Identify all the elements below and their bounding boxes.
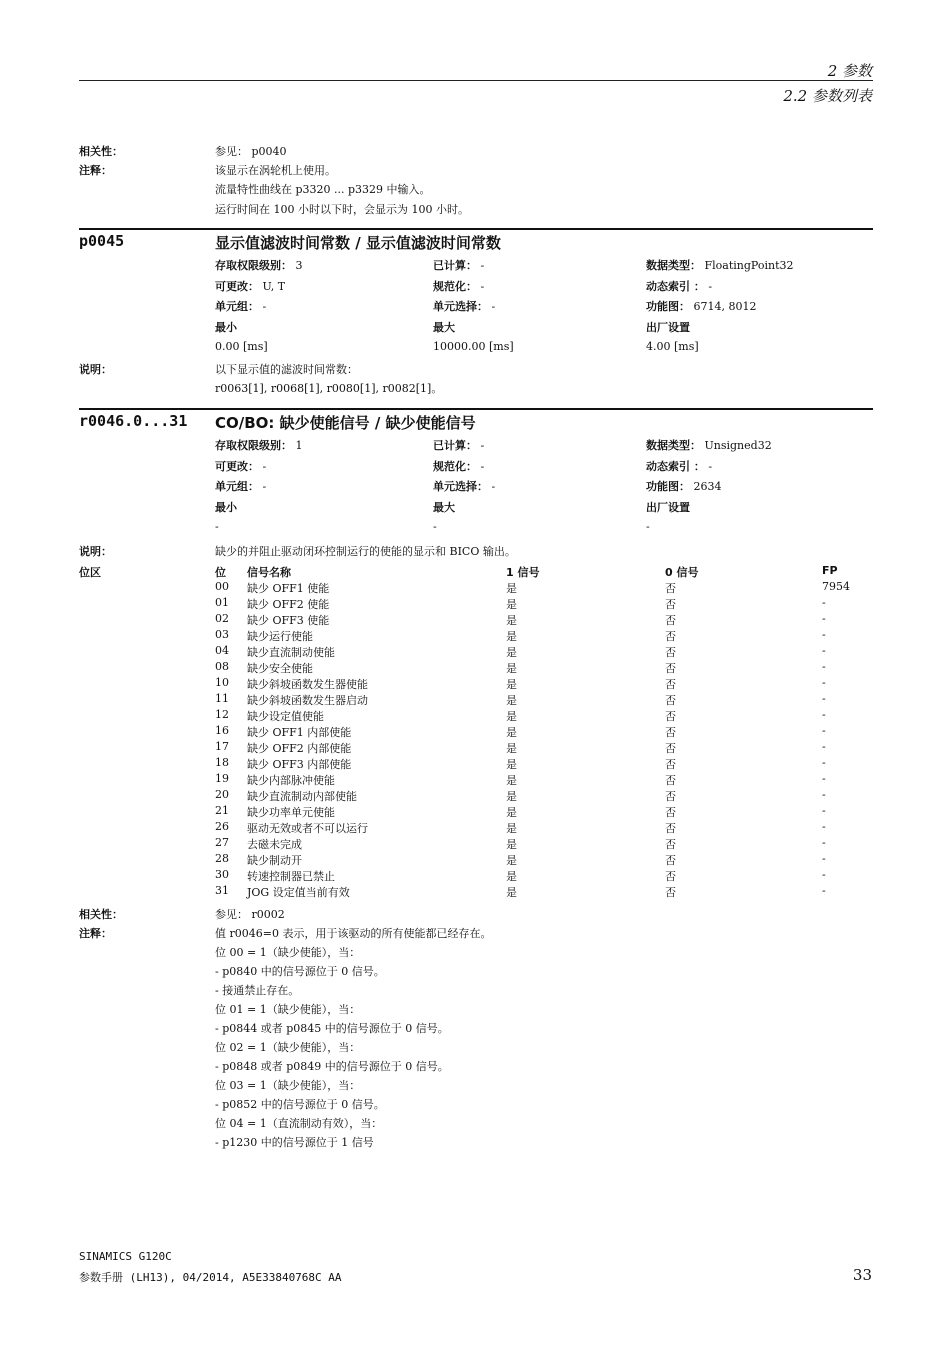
bit-row-bit-number: 18 bbox=[215, 756, 229, 769]
bit-row-bit-number: 11 bbox=[215, 692, 229, 705]
bit-row-bit-number: 03 bbox=[215, 628, 229, 641]
min-value: - bbox=[215, 520, 219, 533]
bit-row-signal-0: 否 bbox=[665, 726, 676, 739]
bit-row-bit-number: 28 bbox=[215, 852, 229, 865]
scaling: 规范化： - bbox=[433, 460, 485, 473]
factory-setting-value: 4.00 [ms] bbox=[646, 340, 699, 353]
bit-row-bit-number: 30 bbox=[215, 868, 229, 881]
bit-row-signal-0: 否 bbox=[665, 822, 676, 835]
bit-row-bit-number: 26 bbox=[215, 820, 229, 833]
description-label: 说明： bbox=[79, 545, 112, 558]
bit-row-signal-1: 是 bbox=[506, 774, 517, 787]
bit-row-signal-0: 否 bbox=[665, 582, 676, 595]
description-label: 说明： bbox=[79, 363, 112, 376]
note-line: - p0840 中的信号源位于 0 信号。 bbox=[215, 965, 385, 978]
bit-row-function-plan: - bbox=[822, 772, 826, 785]
bit-row-function-plan: - bbox=[822, 836, 826, 849]
bit-row-signal-0: 否 bbox=[665, 790, 676, 803]
min-label: 最小 bbox=[215, 321, 237, 334]
chapter-header: 2 参数 bbox=[827, 62, 872, 80]
bit-row-signal-name: 缺少 OFF3 内部使能 bbox=[247, 758, 352, 771]
max-value: 10000.00 [ms] bbox=[433, 340, 514, 353]
footer-manual: 参数手册 (LH13), 04/2014, A5E33840768C AA bbox=[79, 1271, 342, 1284]
bit-row-function-plan: 7954 bbox=[822, 580, 850, 593]
bit-row-function-plan: - bbox=[822, 724, 826, 737]
unit-selection: 单元选择： - bbox=[433, 300, 496, 313]
bit-row-function-plan: - bbox=[822, 852, 826, 865]
parameter-rule bbox=[79, 408, 873, 410]
note-line: 位 03 = 1（缺少使能），当： bbox=[215, 1079, 361, 1092]
note-line: - p0844 或者 p0845 中的信号源位于 0 信号。 bbox=[215, 1022, 449, 1035]
relevance-label: 相关性： bbox=[79, 908, 123, 921]
min-value: 0.00 [ms] bbox=[215, 340, 268, 353]
description-text: 缺少的并阻止驱动闭环控制运行的使能的显示和 BICO 输出。 bbox=[215, 545, 516, 558]
bit-row-function-plan: - bbox=[822, 628, 826, 641]
bit-row-signal-1: 是 bbox=[506, 646, 517, 659]
bit-row-signal-1: 是 bbox=[506, 614, 517, 627]
bit-row-function-plan: - bbox=[822, 788, 826, 801]
dynamic-index: 动态索引 ： - bbox=[646, 460, 713, 473]
parameter-id: p0045 bbox=[79, 232, 125, 250]
calculated: 已计算： - bbox=[433, 439, 485, 452]
bit-row-signal-0: 否 bbox=[665, 710, 676, 723]
bit-row-signal-name: 缺少斜坡函数发生器使能 bbox=[247, 678, 368, 691]
bit-row-signal-name: 缺少直流制动使能 bbox=[247, 646, 335, 659]
note-line: 位 01 = 1（缺少使能），当： bbox=[215, 1003, 361, 1016]
max-label: 最大 bbox=[433, 321, 455, 334]
bit-row-signal-name: 缺少功率单元使能 bbox=[247, 806, 335, 819]
parameter-title: CO/BO: 缺少使能信号 / 缺少使能信号 bbox=[215, 414, 476, 432]
bit-row-function-plan: - bbox=[822, 676, 826, 689]
bit-row-bit-number: 04 bbox=[215, 644, 229, 657]
bit-row-bit-number: 19 bbox=[215, 772, 229, 785]
bit-row-function-plan: - bbox=[822, 884, 826, 897]
relevance-label: 相关性： bbox=[79, 145, 123, 158]
bit-row-signal-name: 转速控制器已禁止 bbox=[247, 870, 335, 883]
bit-row-signal-1: 是 bbox=[506, 726, 517, 739]
bit-row-bit-number: 10 bbox=[215, 676, 229, 689]
bit-row-function-plan: - bbox=[822, 820, 826, 833]
bit-row-signal-0: 否 bbox=[665, 886, 676, 899]
bit-row-signal-name: 缺少制动开 bbox=[247, 854, 302, 867]
bit-row-signal-1: 是 bbox=[506, 870, 517, 883]
bit-row-signal-1: 是 bbox=[506, 630, 517, 643]
note-line: 运行时间在 100 小时以下时，会显示为 100 小时。 bbox=[215, 203, 469, 216]
bit-row-function-plan: - bbox=[822, 708, 826, 721]
dynamic-index: 动态索引 ： - bbox=[646, 280, 713, 293]
unit-group: 单元组： - bbox=[215, 300, 267, 313]
bit-row-signal-0: 否 bbox=[665, 758, 676, 771]
bit-header-1-signal: 1 信号 bbox=[506, 566, 540, 579]
bit-row-bit-number: 31 bbox=[215, 884, 229, 897]
max-label: 最大 bbox=[433, 501, 455, 514]
bit-row-signal-name: 缺少 OFF1 使能 bbox=[247, 582, 330, 595]
bit-row-bit-number: 20 bbox=[215, 788, 229, 801]
bit-header-fp: FP bbox=[822, 564, 838, 577]
relevance-text: 参见： p0040 bbox=[215, 145, 287, 158]
bit-row-function-plan: - bbox=[822, 804, 826, 817]
scaling: 规范化： - bbox=[433, 280, 485, 293]
max-value: - bbox=[433, 520, 437, 533]
bit-row-signal-1: 是 bbox=[506, 886, 517, 899]
bit-row-signal-1: 是 bbox=[506, 582, 517, 595]
footer-product: SINAMICS G120C bbox=[79, 1250, 172, 1263]
parameter-id: r0046.0...31 bbox=[79, 412, 188, 430]
bit-row-bit-number: 27 bbox=[215, 836, 229, 849]
bit-row-signal-1: 是 bbox=[506, 806, 517, 819]
bit-row-signal-name: JOG 设定值当前有效 bbox=[247, 886, 350, 899]
bit-row-function-plan: - bbox=[822, 756, 826, 769]
bit-row-signal-1: 是 bbox=[506, 678, 517, 691]
bit-row-signal-1: 是 bbox=[506, 662, 517, 675]
bit-row-bit-number: 12 bbox=[215, 708, 229, 721]
bit-row-signal-0: 否 bbox=[665, 854, 676, 867]
bit-row-signal-0: 否 bbox=[665, 662, 676, 675]
relevance-text: 参见： r0002 bbox=[215, 908, 285, 921]
note-label: 注释： bbox=[79, 927, 112, 940]
bit-row-signal-0: 否 bbox=[665, 678, 676, 691]
bit-row-signal-1: 是 bbox=[506, 758, 517, 771]
data-type: 数据类型： Unsigned32 bbox=[646, 439, 772, 452]
note-line: 流量特性曲线在 p3320 ... p3329 中输入。 bbox=[215, 183, 431, 196]
bit-row-signal-0: 否 bbox=[665, 630, 676, 643]
bit-row-bit-number: 01 bbox=[215, 596, 229, 609]
bit-row-bit-number: 21 bbox=[215, 804, 229, 817]
access-level: 存取权限级别： 1 bbox=[215, 439, 303, 452]
note-line: 位 00 = 1（缺少使能），当： bbox=[215, 946, 361, 959]
bit-row-signal-0: 否 bbox=[665, 694, 676, 707]
access-level: 存取权限级别： 3 bbox=[215, 259, 303, 272]
function-diagram: 功能图： 6714, 8012 bbox=[646, 300, 757, 313]
bit-row-signal-name: 缺少运行使能 bbox=[247, 630, 313, 643]
bit-row-signal-0: 否 bbox=[665, 774, 676, 787]
changeable: 可更改： U, T bbox=[215, 280, 286, 293]
bit-row-signal-1: 是 bbox=[506, 710, 517, 723]
bit-row-signal-1: 是 bbox=[506, 838, 517, 851]
bit-row-signal-name: 缺少 OFF2 内部使能 bbox=[247, 742, 352, 755]
bit-row-signal-1: 是 bbox=[506, 598, 517, 611]
bit-row-signal-name: 缺少 OFF3 使能 bbox=[247, 614, 330, 627]
changeable: 可更改： - bbox=[215, 460, 267, 473]
bit-row-signal-name: 缺少安全使能 bbox=[247, 662, 313, 675]
description-line: 以下显示值的滤波时间常数： bbox=[215, 363, 358, 376]
bit-row-function-plan: - bbox=[822, 660, 826, 673]
bit-row-bit-number: 16 bbox=[215, 724, 229, 737]
page-number: 33 bbox=[852, 1266, 872, 1284]
bit-header-signal-name: 信号名称 bbox=[247, 566, 291, 579]
bitfield-label: 位区 bbox=[79, 566, 101, 579]
note-line: - 接通禁止存在。 bbox=[215, 984, 300, 997]
bit-row-bit-number: 08 bbox=[215, 660, 229, 673]
bit-row-signal-0: 否 bbox=[665, 870, 676, 883]
calculated: 已计算： - bbox=[433, 259, 485, 272]
bit-row-function-plan: - bbox=[822, 612, 826, 625]
bit-row-signal-name: 缺少直流制动内部使能 bbox=[247, 790, 357, 803]
bit-row-signal-0: 否 bbox=[665, 646, 676, 659]
bit-row-bit-number: 17 bbox=[215, 740, 229, 753]
bit-row-signal-name: 缺少内部脉冲使能 bbox=[247, 774, 335, 787]
note-line: 值 r0046=0 表示，用于该驱动的所有使能都已经存在。 bbox=[215, 927, 492, 940]
bit-row-signal-1: 是 bbox=[506, 694, 517, 707]
note-label: 注释： bbox=[79, 164, 112, 177]
bit-row-function-plan: - bbox=[822, 596, 826, 609]
note-line: - p0848 或者 p0849 中的信号源位于 0 信号。 bbox=[215, 1060, 449, 1073]
bit-row-function-plan: - bbox=[822, 868, 826, 881]
bit-row-bit-number: 02 bbox=[215, 612, 229, 625]
bit-row-signal-0: 否 bbox=[665, 614, 676, 627]
description-line: r0063[1], r0068[1], r0080[1], r0082[1]。 bbox=[215, 382, 443, 395]
bit-row-signal-name: 缺少设定值使能 bbox=[247, 710, 324, 723]
bit-row-signal-0: 否 bbox=[665, 838, 676, 851]
bit-row-function-plan: - bbox=[822, 692, 826, 705]
bit-row-function-plan: - bbox=[822, 740, 826, 753]
bit-row-signal-0: 否 bbox=[665, 742, 676, 755]
bit-row-signal-name: 缺少斜坡函数发生器启动 bbox=[247, 694, 368, 707]
bit-row-signal-1: 是 bbox=[506, 742, 517, 755]
min-label: 最小 bbox=[215, 501, 237, 514]
bit-header-0-signal: 0 信号 bbox=[665, 566, 699, 579]
section-header: 2.2 参数列表 bbox=[783, 87, 872, 105]
bit-row-bit-number: 00 bbox=[215, 580, 229, 593]
bit-row-signal-0: 否 bbox=[665, 806, 676, 819]
header-rule bbox=[79, 80, 873, 81]
bit-row-signal-name: 缺少 OFF2 使能 bbox=[247, 598, 330, 611]
factory-setting-label: 出厂设置 bbox=[646, 321, 690, 334]
unit-selection: 单元选择： - bbox=[433, 480, 496, 493]
bit-header-bit: 位 bbox=[215, 566, 226, 579]
bit-row-signal-0: 否 bbox=[665, 598, 676, 611]
function-diagram: 功能图： 2634 bbox=[646, 480, 722, 493]
factory-setting-label: 出厂设置 bbox=[646, 501, 690, 514]
bit-row-signal-1: 是 bbox=[506, 790, 517, 803]
unit-group: 单元组： - bbox=[215, 480, 267, 493]
bit-row-signal-1: 是 bbox=[506, 854, 517, 867]
data-type: 数据类型： FloatingPoint32 bbox=[646, 259, 794, 272]
note-line: 该显示在涡轮机上使用。 bbox=[215, 164, 336, 177]
bit-row-signal-1: 是 bbox=[506, 822, 517, 835]
note-line: 位 04 = 1（直流制动有效），当： bbox=[215, 1117, 383, 1130]
factory-setting-value: - bbox=[646, 520, 650, 533]
bit-row-function-plan: - bbox=[822, 644, 826, 657]
parameter-title: 显示值滤波时间常数 / 显示值滤波时间常数 bbox=[215, 234, 501, 252]
bit-row-signal-name: 去磁未完成 bbox=[247, 838, 302, 851]
note-line: - p0852 中的信号源位于 0 信号。 bbox=[215, 1098, 385, 1111]
note-line: - p1230 中的信号源位于 1 信号 bbox=[215, 1136, 374, 1149]
bit-row-signal-name: 缺少 OFF1 内部使能 bbox=[247, 726, 352, 739]
note-line: 位 02 = 1（缺少使能），当： bbox=[215, 1041, 361, 1054]
bit-row-signal-name: 驱动无效或者不可以运行 bbox=[247, 822, 368, 835]
parameter-rule bbox=[79, 228, 873, 230]
